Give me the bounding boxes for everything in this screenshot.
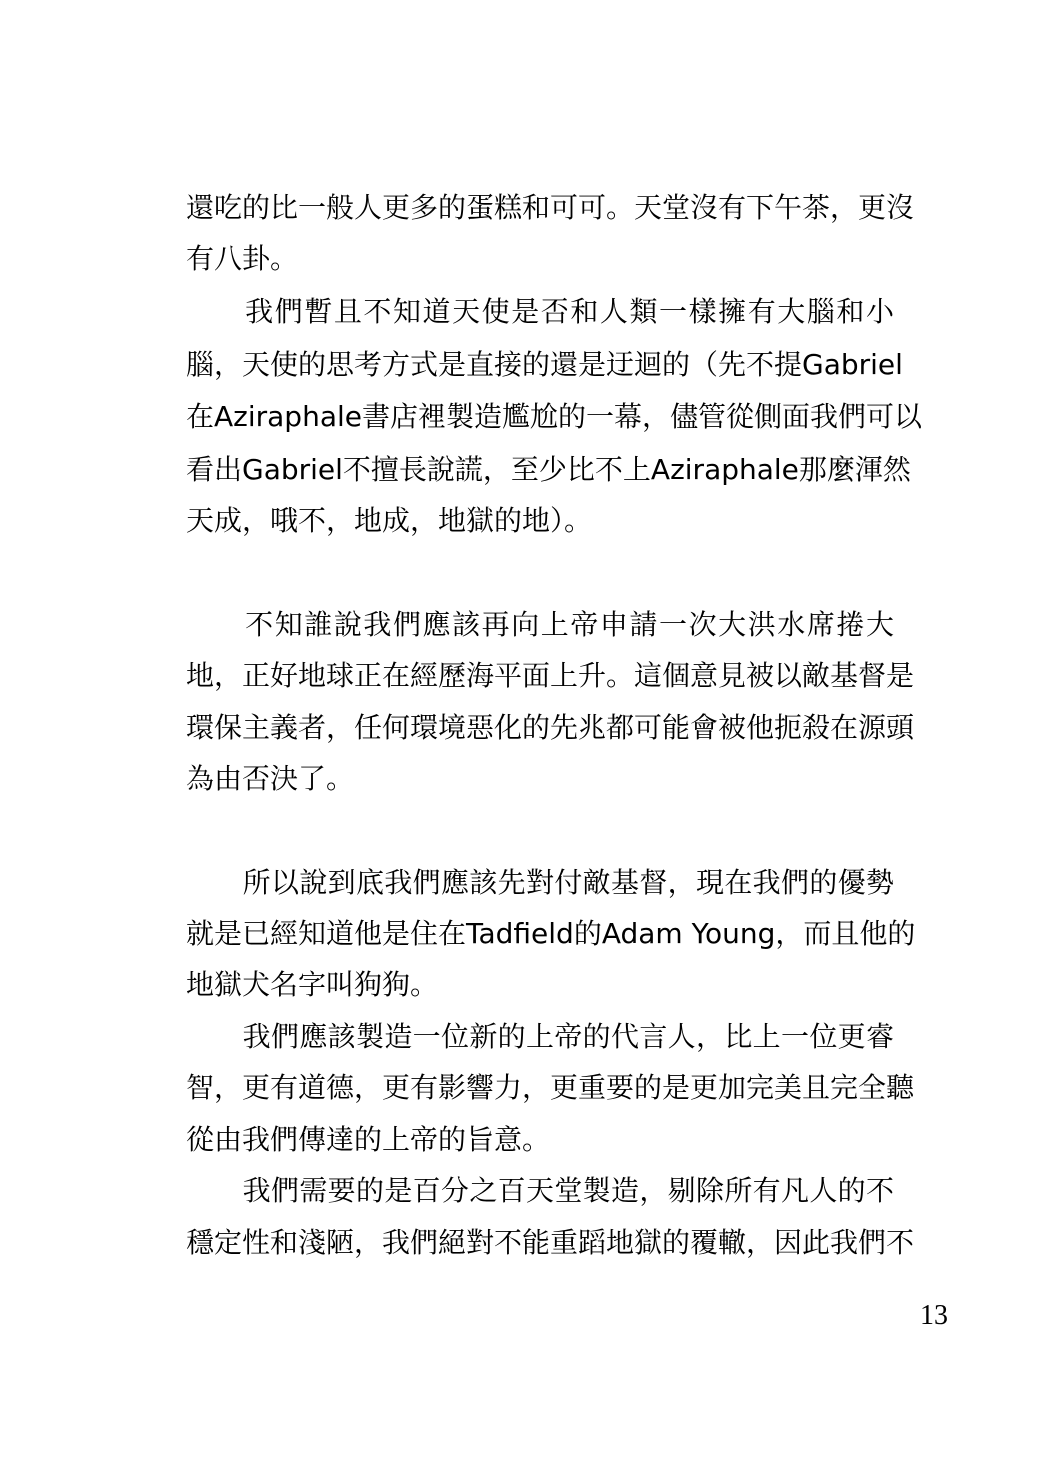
text-line: 不知誰說我們應該再向上帝申請一次大洪水席捲大 [186, 608, 894, 641]
text-line: 就是已經知道他是住在Tadfield的Adam Young，而且他的 [186, 917, 916, 950]
text-line: 從由我們傳達的上帝的旨意。 [186, 1123, 551, 1156]
text-line: 所以說到底我們應該先對付敵基督，現在我們的優勢 [186, 866, 894, 899]
text-line: 看出Gabriel不擅長說謊，至少比不上Aziraphale那麼渾然 [186, 453, 911, 486]
text-line: 腦，天使的思考方式是直接的還是迂迴的（先不提Gabriel [186, 348, 903, 381]
text-line: 為由否決了。 [186, 762, 355, 795]
page-number: 13 [920, 1300, 948, 1331]
text-line: 還吃的比一般人更多的蛋糕和可可。天堂沒有下午茶，更沒 [186, 191, 915, 224]
text-line: 我們應該製造一位新的上帝的代言人，比上一位更睿 [186, 1020, 894, 1053]
text-line: 地獄犬名字叫狗狗。 [186, 968, 439, 1001]
text-line: 有八卦。 [186, 242, 299, 275]
text-line: 天成，哦不，地成，地獄的地）。 [186, 504, 593, 537]
text-line: 在Aziraphale書店裡製造尷尬的一幕，儘管從側面我們可以 [186, 400, 922, 433]
text-line: 我們暫且不知道天使是否和人類一樣擁有大腦和小 [186, 295, 894, 328]
text-line: 環保主義者，任何環境惡化的先兆都可能會被他扼殺在源頭 [186, 711, 915, 744]
text-line: 地，正好地球正在經歷海平面上升。這個意見被以敵基督是 [186, 659, 915, 692]
text-line: 我們需要的是百分之百天堂製造，剔除所有凡人的不 [186, 1174, 894, 1207]
text-line: 智，更有道德，更有影響力，更重要的是更加完美且完全聽 [186, 1071, 915, 1104]
text-line: 穩定性和淺陋，我們絕對不能重蹈地獄的覆轍，因此我們不 [186, 1226, 915, 1259]
